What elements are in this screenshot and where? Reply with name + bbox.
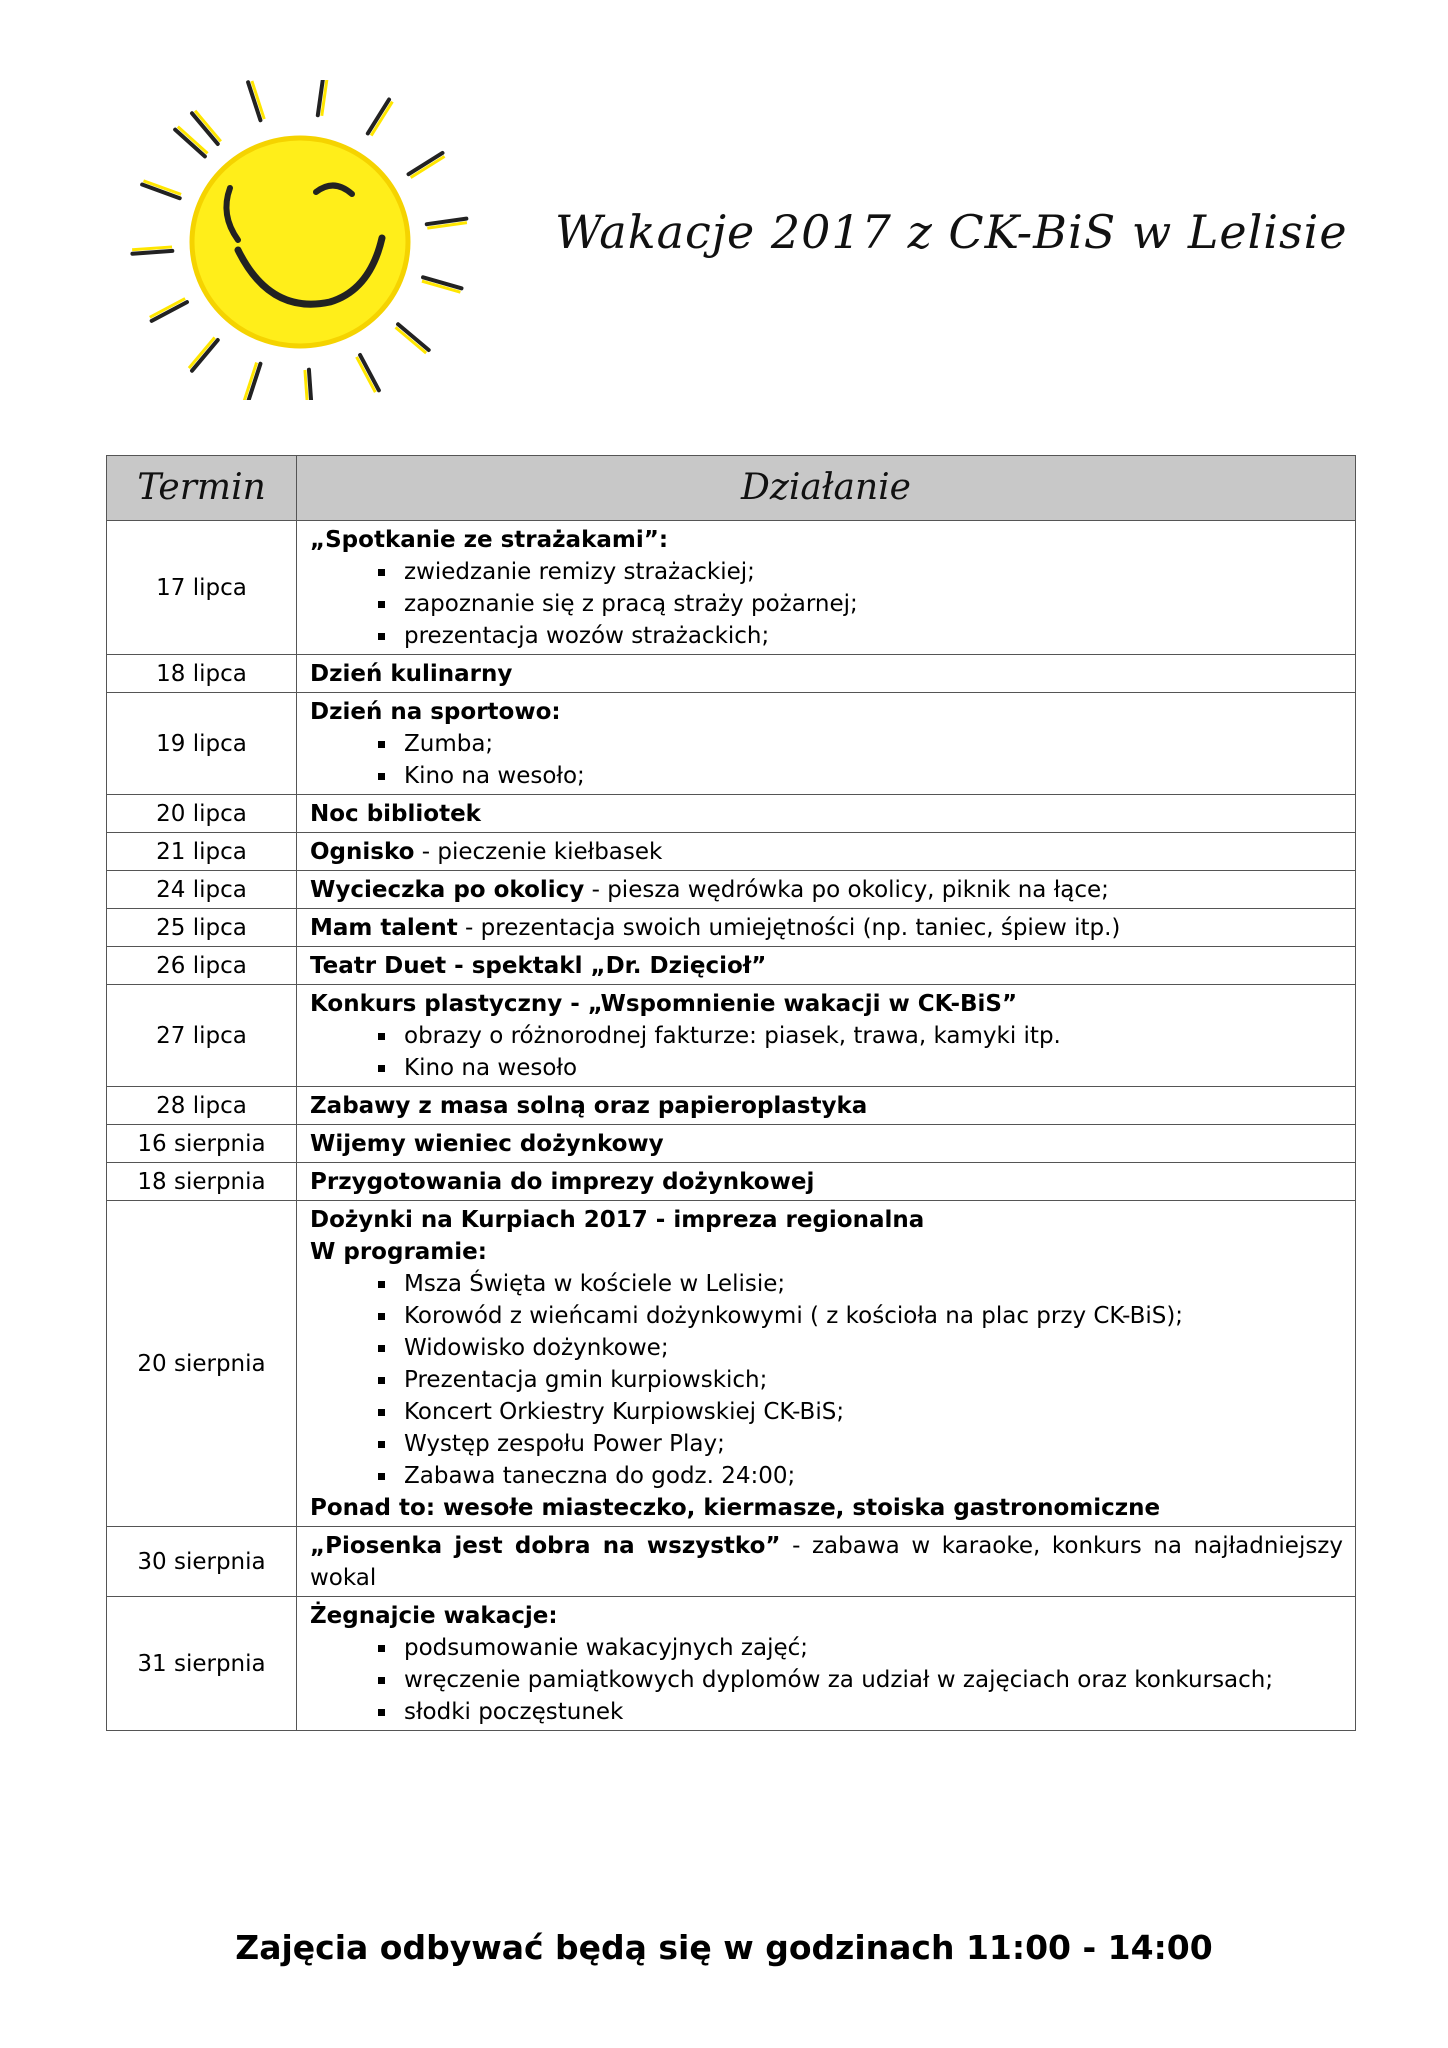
activity-bullet-list [310, 1632, 1343, 1728]
table-row [107, 693, 1356, 795]
list-item: ▪ zwiedzanie remizy strażackiej; [398, 556, 1343, 588]
sun-ray-highlight [178, 127, 208, 154]
activity-bullet-list [310, 1268, 1343, 1492]
sun-ray [368, 100, 389, 134]
sun-ray [152, 302, 187, 321]
sun-ray-highlight [195, 111, 221, 142]
row-date: 25 lipca [107, 909, 297, 947]
row-activity [297, 1163, 1356, 1201]
activity-title: „Piosenka jest dobra na wszystko” [310, 1533, 781, 1559]
list-item: ▪ Koncert Orkiestry Kurpiowskiej CK-BiS; [398, 1396, 1343, 1428]
list-item: ▪ Zabawa taneczna do godz. 24:00; [398, 1460, 1343, 1492]
sun-ray [192, 340, 218, 371]
row-date: 30 sierpnia [107, 1527, 297, 1597]
row-date: 17 lipca [107, 521, 297, 655]
sun-ray-highlight [371, 102, 392, 136]
activity-title: Dzień kulinarny [310, 661, 513, 687]
table-row [107, 1087, 1356, 1125]
list-item: ▪ Zumba; [398, 728, 1343, 760]
list-item: ▪ Kino na wesoło [398, 1052, 1343, 1084]
list-item: ▪ wręczenie pamiątkowych dyplomów za udział w zajęciach oraz konkursach; [398, 1664, 1343, 1696]
table-row [107, 1201, 1356, 1527]
list-item: ▪ podsumowanie wakacyjnych zajęć; [398, 1632, 1343, 1664]
row-date: 24 lipca [107, 871, 297, 909]
row-activity [297, 655, 1356, 693]
activity-description: - prezentacja swoich umiejętności (np. taniec, śpiew itp.) [457, 915, 1121, 941]
row-date: 31 sierpnia [107, 1597, 297, 1731]
page-title: Wakacje 2017 z CK-BiS w Lelisie [555, 205, 1348, 259]
row-activity [297, 947, 1356, 985]
footer-hours: Zajęcia odbywać będą się w godzinach 11:00 - 14:00 [235, 1928, 1213, 1967]
list-item: ▪ Korowód z wieńcami dożynkowymi ( z kościoła na plac przy CK-BiS); [398, 1300, 1343, 1332]
row-date: 18 lipca [107, 655, 297, 693]
activity-title: Wijemy wieniec dożynkowy [310, 1131, 664, 1157]
table-row [107, 655, 1356, 693]
table-row [107, 521, 1356, 655]
row-activity [297, 985, 1356, 1087]
activity-title: Dzień na sportowo: [310, 699, 561, 725]
table-header-row [107, 456, 1356, 521]
list-item: ▪ Kino na wesoło; [398, 760, 1343, 792]
activity-title: Ognisko [310, 839, 415, 865]
row-activity [297, 521, 1356, 655]
table-row [107, 909, 1356, 947]
row-activity [297, 795, 1356, 833]
table-row [107, 1163, 1356, 1201]
sun-ray [360, 355, 379, 390]
sun-ray [175, 130, 205, 157]
row-activity [297, 1201, 1356, 1527]
sun-ray-highlight [411, 156, 445, 177]
table-row [107, 1527, 1356, 1597]
row-activity [297, 909, 1356, 947]
activity-title: Wycieczka po okolicy [310, 877, 585, 903]
activity-bullet-list [310, 556, 1343, 652]
list-item: ▪ obrazy o różnorodnej fakturze: piasek, trawa, kamyki itp. [398, 1020, 1343, 1052]
row-date: 20 sierpnia [107, 1201, 297, 1527]
activity-description: - pieczenie kiełbasek [414, 839, 663, 865]
row-date: 19 lipca [107, 693, 297, 795]
sun-ray-highlight [132, 247, 172, 250]
activity-title: „Spotkanie ze strażakami”: [310, 527, 669, 553]
activity-note: Ponad to: wesołe miasteczko, kiermasze, stoiska gastronomiczne [310, 1495, 1161, 1521]
sun-face [192, 138, 408, 346]
activity-description: - zabawa w karaoke, konkurs na najładniejszy wokal [310, 1533, 1343, 1591]
activity-title: Przygotowania do imprezy dożynkowej [310, 1169, 815, 1195]
list-item: ▪ Msza Święta w kościele w Lelisie; [398, 1268, 1343, 1300]
activity-title: Dożynki na Kurpiach 2017 - impreza regionalna [310, 1207, 925, 1233]
table-row [107, 947, 1356, 985]
column-header-date: Termin [107, 456, 297, 521]
activity-bullet-list [310, 1020, 1343, 1084]
row-activity [297, 693, 1356, 795]
row-activity [297, 1597, 1356, 1731]
sun-ray [132, 251, 172, 254]
row-date: 27 lipca [107, 985, 297, 1087]
row-date: 21 lipca [107, 833, 297, 871]
activity-title: Zabawy z masa solną oraz papieroplastyka [310, 1093, 868, 1119]
activity-title: Konkurs plastyczny - „Wspomnienie wakacji w CK-BiS” [310, 991, 1018, 1017]
row-date: 28 lipca [107, 1087, 297, 1125]
list-item: ▪ Prezentacja gmin kurpiowskich; [398, 1364, 1343, 1396]
row-date: 16 sierpnia [107, 1125, 297, 1163]
sun-ray-highlight [189, 337, 215, 368]
row-activity [297, 1087, 1356, 1125]
table-row [107, 871, 1356, 909]
table-row [107, 1597, 1356, 1731]
activity-title: Noc bibliotek [310, 801, 481, 827]
row-activity [297, 833, 1356, 871]
table-row [107, 1125, 1356, 1163]
row-activity [297, 871, 1356, 909]
row-date: 26 lipca [107, 947, 297, 985]
sun-ray [409, 153, 443, 174]
table-row [107, 833, 1356, 871]
sun-smiley-icon [120, 80, 480, 400]
column-header-activity: Działanie [297, 456, 1356, 521]
activity-bullet-list [310, 728, 1343, 792]
sun-ray [192, 113, 218, 144]
table-row [107, 985, 1356, 1087]
activity-title: Teatr Duet - spektakl „Dr. Dzięcioł” [310, 953, 767, 979]
table-row [107, 795, 1356, 833]
row-date: 18 sierpnia [107, 1163, 297, 1201]
row-activity [297, 1527, 1356, 1597]
list-item: ▪ Występ zespołu Power Play; [398, 1428, 1343, 1460]
list-item: ▪ słodki poczęstunek [398, 1696, 1343, 1728]
sun-ray [309, 370, 312, 400]
activity-title: Żegnajcie wakacje: [310, 1603, 558, 1629]
row-activity [297, 1125, 1356, 1163]
list-item: ▪ Widowisko dożynkowe; [398, 1332, 1343, 1364]
list-item: ▪ prezentacja wozów strażackich; [398, 620, 1343, 652]
sun-ray-highlight [395, 327, 426, 353]
activity-subheading: W programie: [310, 1239, 487, 1265]
activity-description: - piesza wędrówka po okolicy, piknik na łące; [584, 877, 1109, 903]
sun-ray [398, 324, 429, 350]
list-item: ▪ zapoznanie się z pracą straży pożarnej; [398, 588, 1343, 620]
schedule-table [106, 455, 1356, 1731]
row-date: 20 lipca [107, 795, 297, 833]
activity-title: Mam talent [310, 915, 458, 941]
